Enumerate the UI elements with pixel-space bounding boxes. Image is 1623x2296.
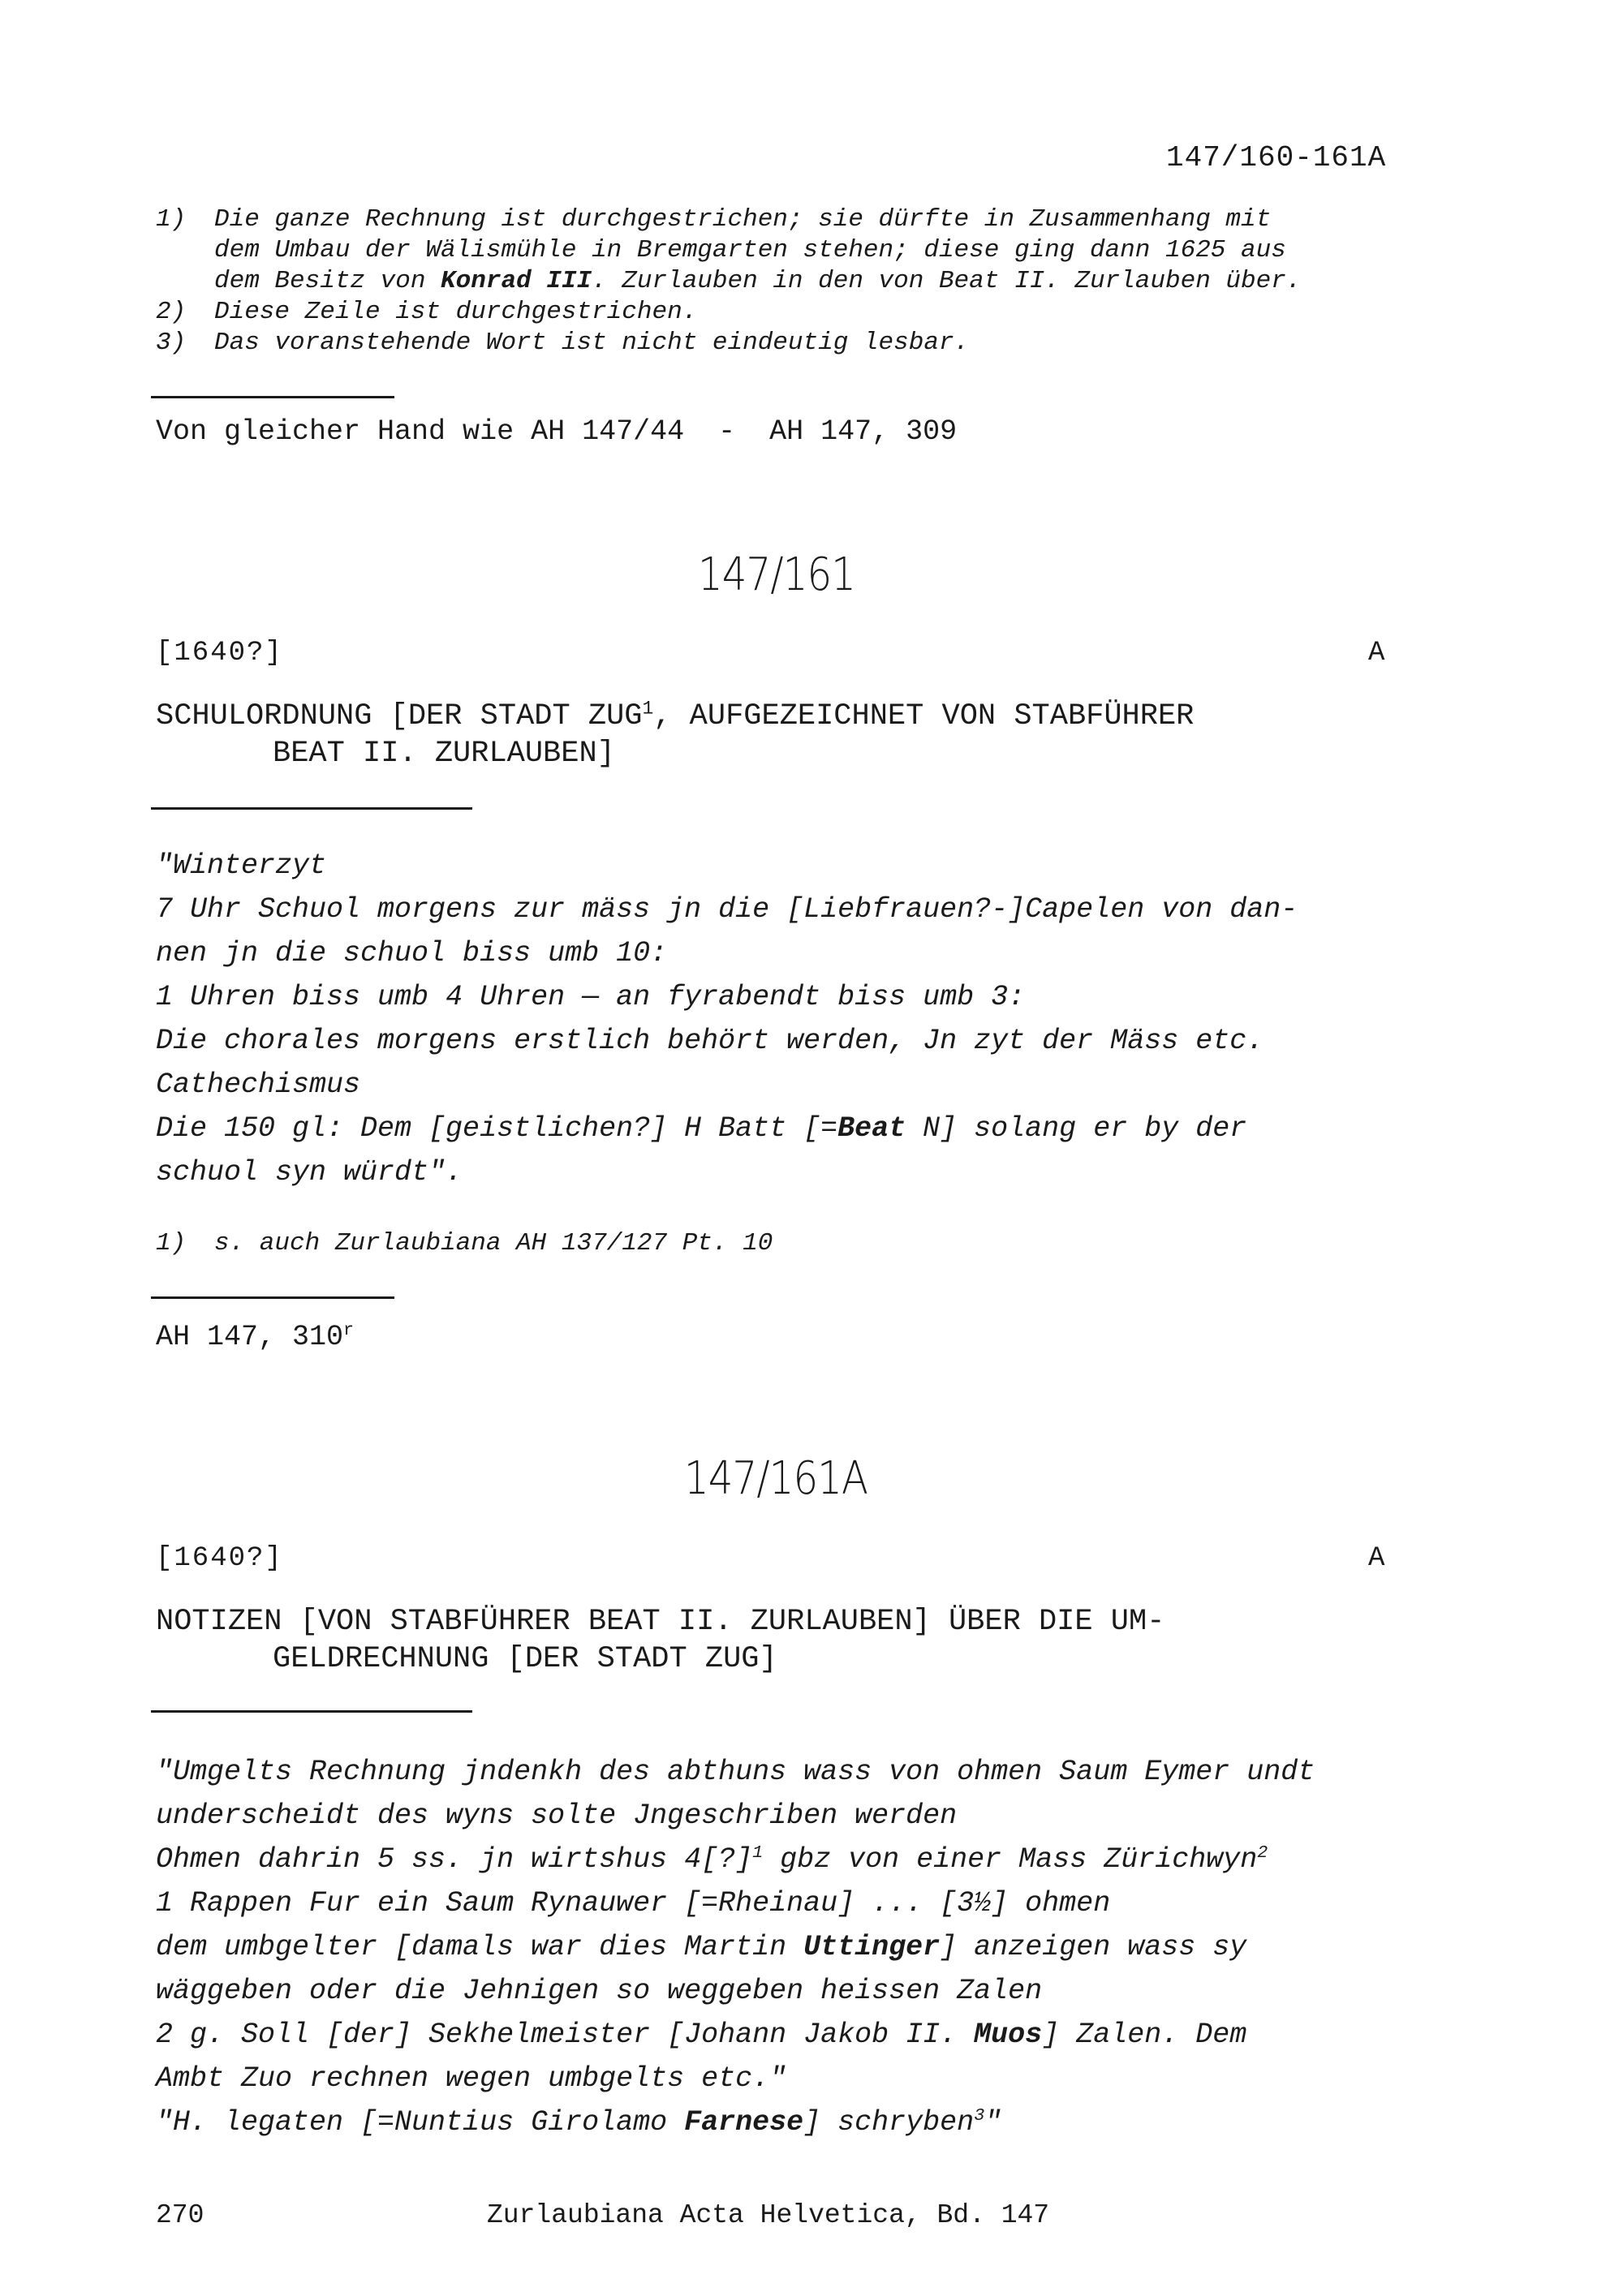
document-source: AH 147, 310$^r$ xyxy=(156,1320,355,1353)
document-number: 147/161 xyxy=(698,548,856,601)
document-heading: NOTIZEN [VON STABFÜHRER BEAT II. ZURLAUBEN] ÜBER DIE UM- GELDRECHNUNG [DER STADT ZUG] xyxy=(156,1605,1165,1676)
document-date: [1640?] xyxy=(156,1543,283,1574)
document-type: A xyxy=(1368,1543,1387,1574)
document-number: 147/161A xyxy=(684,1452,868,1505)
document-page: 147/160-161A 1) Die ganze Rechnung ist durchgestrichen; sie dürfte in Zusammenhang mit dem Umbau der Wälismühle in Bremgarten stehen; diese ging dann 1625 aus dem Besitz von Konrad III. Zurlauben in den von Beat II. Zurlauben über. 2) Diese Zeile ist durchgestrichen. 3) Das voranstehende Wort ist nicht eindeutig lesbar. Von gleicher Hand wie AH 147/44 - AH 147, 309 147/161 [1640?] A SCHULORDNUNG [DER STADT ZUG$^1$, AUFGEZEICHNET VON STABFÜHRER BEAT II. ZURLAUBEN] "Winterzyt 7 Uhr Schuol morgens zur mäss jn die [Liebfrauen?-]Capelen von dan- nen jn die schuol biss umb 10: 1 Uhren biss umb 4 Uhren — an fyrabendt biss umb 3: Die chorales morgens erstlich behört werden, Jn zyt der Mäss etc. Cathechismus Die 150 gl: Dem [geistlichen?] H Batt [=Beat N] solang er by der schuol syn würdt". 1) s. auch Zurlaubiana AH 137/127 Pt. 10 AH 147, 310$^r$ 147/161A [1640?] A NOTIZEN [VON STABFÜHRER BEAT II. ZURLAUBEN] ÜBER DIE UM- GELDRECHNUNG [DER STADT ZUG] "Umgelts Rechnung jndenkh des abthuns wass von ohmen Saum Eymer undt underscheidt des wyns solte Jngeschriben werden Ohmen dahrin 5 ss. jn wirtshus 4[?]$^1$ gbz von einer Mass Zürichwyn$^2$ 1 Rappen Fur ein Saum Rynauwer [=Rheinau] ... [3½] ohmen dem umbgelter [damals war dies Martin Uttinger] anzeigen wass sy wäggeben oder die Jehnigen so weggeben heissen Zalen 2 g. Soll [der] Sekhelmeister [Johann Jakob II. Muos] Zalen. Dem Ambt Zuo rechnen wegen umbgelts etc." "H. legaten [=Nuntius Girolamo Farnese] schryben$^3$" 270 Zurlaubiana Acta Helvetica, Bd. 147 xyxy=(0,0,1623,2296)
separator-rule xyxy=(151,1710,472,1713)
person-name: Uttinger xyxy=(803,1931,941,1963)
previous-source: Von gleicher Hand wie AH 147/44 - AH 147, 309 xyxy=(156,415,958,448)
publication-title: Zurlaubiana Acta Helvetica, Bd. 147 xyxy=(487,2200,1050,2230)
person-name: Farnese xyxy=(684,2106,804,2139)
separator-rule xyxy=(151,807,472,810)
person-name: Konrad III xyxy=(441,267,592,295)
separator-rule xyxy=(151,1296,394,1299)
document-type: A xyxy=(1368,638,1387,669)
page-reference: 147/160-161A xyxy=(1166,141,1387,174)
document-heading: SCHULORDNUNG [DER STADT ZUG$^1$, AUFGEZEICHNET VON STABFÜHRER BEAT II. ZURLAUBEN] xyxy=(156,698,1195,771)
separator-rule xyxy=(151,396,394,398)
transcription-text: "Umgelts Rechnung jndenkh des abthuns wass von ohmen Saum Eymer undt underscheidt des wyns solte Jngeschriben werden Ohmen dahrin 5 ss. jn wirtshus 4[?]$^1$ gbz von einer Mass Zürichwyn$^2$ 1 Rappen Fur ein Saum Rynauwer [=Rheinau] ... [3½] ohmen dem umbgelter [damals war dies Martin Uttinger] anzeigen wass sy wäggeben oder die Jehnigen so weggeben heissen Zalen 2 g. Soll [der] Sekhelmeister [Johann Jakob II. Muos] Zalen. Dem Ambt Zuo rechnen wegen umbgelts etc." "H. legaten [=Nuntius Girolamo Farnese] schryben$^3$" xyxy=(156,1756,1315,2139)
document-date: [1640?] xyxy=(156,638,283,669)
page-number: 270 xyxy=(156,2200,204,2230)
transcription-text: "Winterzyt 7 Uhr Schuol morgens zur mäss jn die [Liebfrauen?-]Capelen von dan- nen jn die schuol biss umb 10: 1 Uhren biss umb 4 Uhren — an fyrabendt biss umb 3: Die chorales morgens erstlich behört werden, Jn zyt der Mäss etc. Cathechismus Die 150 gl: Dem [geistlichen?] H Batt [=Beat N] solang er by der schuol syn würdt". xyxy=(156,849,1298,1189)
person-name: Muos xyxy=(974,2019,1043,2051)
person-name: Beat xyxy=(837,1112,906,1145)
